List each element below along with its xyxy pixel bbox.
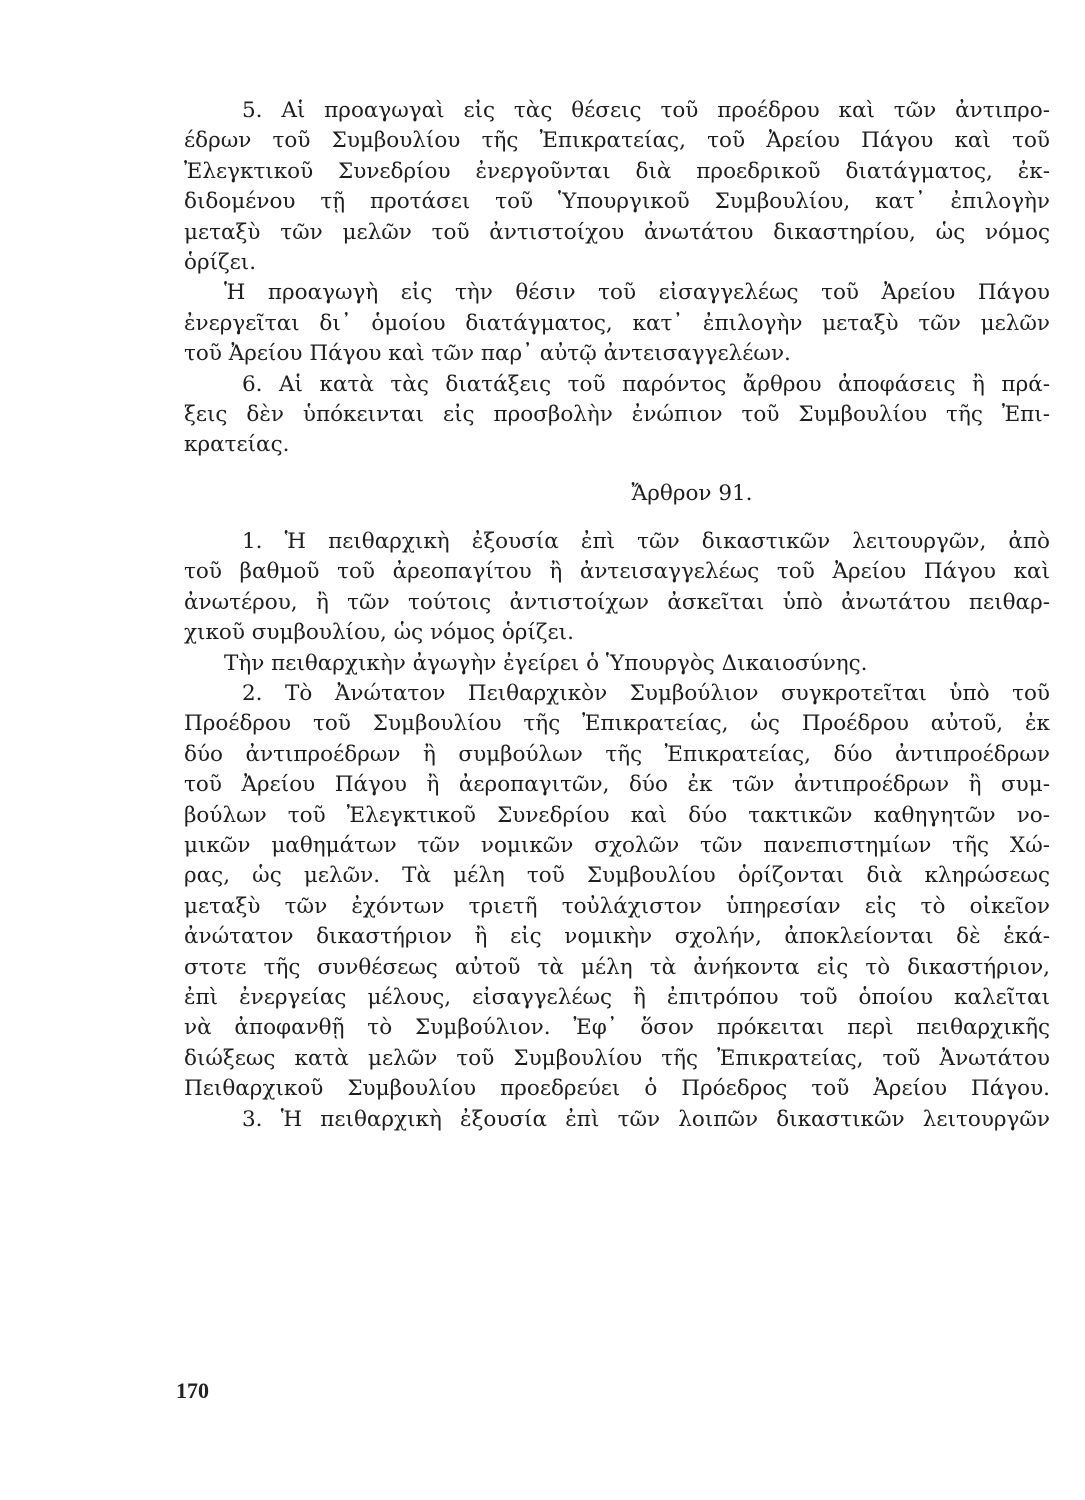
- text-line: ὁρίζει.: [184, 249, 257, 275]
- text-line: 5. Αἱ προαγωγαὶ εἰς τὰς θέσεις τοῦ προέδρου καὶ τῶν ἀντιπρο-: [242, 98, 1050, 123]
- text-line: μεταξὺ τῶν μελῶν τοῦ ἀντιστοίχου ἀνωτάτου δικαστηρίου, ὡς νόμος: [184, 219, 1050, 245]
- text-line: στοτε τῆς συνθέσεως αὐτοῦ τὰ μέλη τὰ ἀνήκοντα εἰς τὸ δικαστήριον,: [184, 954, 1050, 980]
- text-line: διδομένου τῇ προτάσει τοῦ Ὑπουργικοῦ Συμβουλίου, κατ᾽ ἐπιλογὴν: [184, 189, 1050, 215]
- text-line: ἀνώτατον δικαστήριον ἢ εἰς νομικὴν σχολήν, ἀποκλείονται δὲ ἑκά-: [184, 924, 1050, 950]
- text-line: έδρων τοῦ Συμβουλίου τῆς Ἐπικρατείας, τοῦ Ἀρείου Πάγου καὶ τοῦ: [184, 128, 1050, 154]
- article-heading: Ἄρθρον 91.: [631, 480, 753, 506]
- text-line: Ἐλεγκτικοῦ Συνεδρίου ἐνεργοῦνται διὰ προεδρικοῦ διατάγματος, ἐκ-: [184, 158, 1050, 184]
- text-line: Ἡ προαγωγὴ εἰς τὴν θέσιν τοῦ εἰσαγγελέως τοῦ Ἀρείου Πάγου: [224, 280, 1050, 306]
- text-line: 2. Τὸ Ἀνώτατον Πειθαρχικὸν Συμβούλιον συγκροτεῖται ὑπὸ τοῦ: [242, 681, 1050, 707]
- body-text: [184, 96, 1050, 1135]
- text-line: ἀνωτέρου, ἢ τῶν τούτοις ἀντιστοίχων ἀσκεῖται ὑπὸ ἀνωτάτου πειθαρ-: [184, 589, 1050, 615]
- text-line: τοῦ βαθμοῦ τοῦ ἀρεοπαγίτου ἢ ἀντεισαγγελέως τοῦ Ἀρείου Πάγου καὶ: [184, 559, 1050, 585]
- text-line: χικοῦ συμβουλίου, ὡς νόμος ὁρίζει.: [184, 620, 574, 646]
- text-line: 1. Ἡ πειθαρχικὴ ἐξουσία ἐπὶ τῶν δικαστικῶν λειτουργῶν, ἀπὸ: [242, 529, 1050, 555]
- text-line: Προέδρου τοῦ Συμβουλίου τῆς Ἐπικρατείας, ὡς Προέδρου αὐτοῦ, ἐκ: [184, 711, 1050, 737]
- text-line: νὰ ἀποφανθῇ τὸ Συμβούλιον. Ἐφ᾽ ὅσον πρόκειται περὶ πειθαρχικῆς: [184, 1015, 1050, 1041]
- text-line: βούλων τοῦ Ἐλεγκτικοῦ Συνεδρίου καὶ δύο τακτικῶν καθηγητῶν νο-: [184, 802, 1050, 828]
- text-line: ἐνεργεῖται δι᾽ ὁμοίου διατάγματος, κατ᾽ ἐπιλογὴν μεταξὺ τῶν μελῶν: [184, 310, 1050, 336]
- text-line: διώξεως κατὰ μελῶν τοῦ Συμβουλίου τῆς Ἐπικρατείας, τοῦ Ἀνωτάτου: [184, 1045, 1050, 1071]
- text-line: ξεις δὲν ὑπόκεινται εἰς προσβολὴν ἐνώπιον τοῦ Συμβουλίου τῆς Ἐπι-: [184, 401, 1050, 427]
- page-number: 170: [176, 1378, 209, 1403]
- text-line: μεταξὺ τῶν ἐχόντων τριετῆ τοὐλάχιστον ὑπηρεσίαν εἰς τὸ οἰκεῖον: [184, 893, 1050, 919]
- text-line: Πειθαρχικοῦ Συμβουλίου προεδρεύει ὁ Πρόεδρος τοῦ Ἀρείου Πάγου.: [184, 1076, 1050, 1102]
- text-line: 6. Αἱ κατὰ τὰς διατάξεις τοῦ παρόντος ἄρθρου ἀποφάσεις ἢ πρά-: [242, 371, 1050, 397]
- text-line: δύο ἀντιπροέδρων ἢ συμβούλων τῆς Ἐπικρατείας, δύο ἀντιπροέδρων: [184, 741, 1050, 767]
- text-line: τοῦ Ἀρείου Πάγου καὶ τῶν παρ᾽ αὐτῷ ἀντεισαγγελέων.: [184, 341, 791, 367]
- text-line: κρατείας.: [184, 432, 290, 458]
- text-line: τοῦ Ἀρείου Πάγου ἢ ἀεροπαγιτῶν, δύο ἐκ τῶν ἀντιπροέδρων ἢ συμ-: [184, 772, 1050, 798]
- text-line: 3. Ἡ πειθαρχικὴ ἐξουσία ἐπὶ τῶν λοιπῶν δικαστικῶν λειτουργῶν: [242, 1106, 1050, 1132]
- text-line: ρας, ὡς μελῶν. Τὰ μέλη τοῦ Συμβουλίου ὁρίζονται διὰ κληρώσεως: [184, 863, 1050, 889]
- text-line: μικῶν μαθημάτων τῶν νομικῶν σχολῶν τῶν πανεπιστημίων τῆς Χώ-: [184, 832, 1050, 858]
- text-line: Τὴν πειθαρχικὴν ἀγωγὴν ἐγείρει ὁ Ὑπουργὸς Δικαιοσύνης.: [224, 650, 868, 676]
- text-line: ἐπὶ ἐνεργείας μέλους, εἰσαγγελέως ἢ ἐπιτρόπου τοῦ ὁποίου καλεῖται: [184, 984, 1050, 1010]
